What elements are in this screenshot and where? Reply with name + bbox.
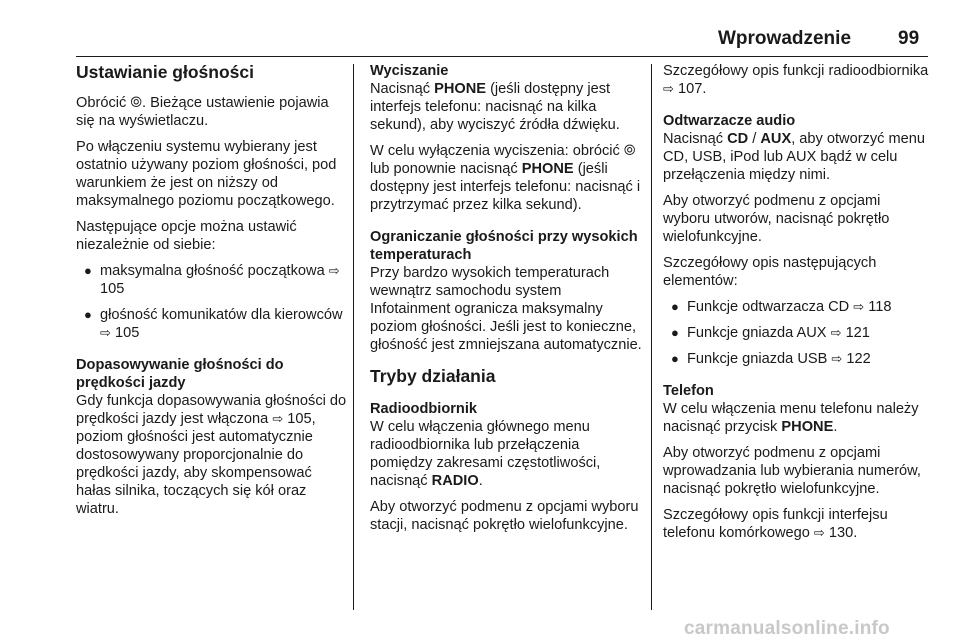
speed-volume-heading: Dopasowywanie głośności do prędkości jazdy (76, 357, 284, 391)
list-item: ● głośność komunikatów dla kierowców ⇨ 105 (84, 307, 343, 341)
phone-paragraph: W celu włączenia menu telefonu należy nacisnąć przycisk PHONE. (663, 401, 919, 435)
header-rule (76, 56, 928, 57)
volume-options-list (76, 262, 348, 342)
temperature-heading: Ograniczanie głośności przy wysokich temperaturach (370, 229, 638, 263)
radio-heading: Radioodbiornik (370, 401, 478, 417)
modes-heading: Tryby działania (370, 366, 496, 386)
volume-paragraph-2: Po włączeniu systemu wybierany jest ostatnio używany poziom głośności, pod warunkiem że jest on niższy od maksymalnego poziomu początkowego. (76, 139, 337, 209)
arrow-icon: ⇨ (853, 299, 865, 314)
speed-volume-paragraph: Gdy funkcja dopasowywania głośności do prędkości jazdy jest włączona ⇨ 105, poziom głośności jest automatycznie dostosowywany proporcjonalnie do prędkości jazdy, aby skompensować hałas silnika, toczących się kół oraz wiatru. (76, 393, 347, 517)
column-1 (76, 62, 348, 526)
cd-key-label: CD (727, 131, 749, 147)
watermark: carmanualsonline.info (684, 618, 890, 639)
section-title: Wprowadzenie (718, 28, 852, 49)
unmute-paragraph: W celu wyłączenia wyciszenia: obrócić ⦾ lub ponownie nacisnąć PHONE (jeśli dostępny jest interfejs telefonu: nacisnąć i przytrzymać przez kilka sekund). (370, 143, 641, 213)
temperature-paragraph: Przy bardzo wysokich temperaturach wewnątrz samochodu system Infotainment ogranicza maksymalny poziom głośności. Jeśli jest to konieczne, głośność jest zmniejszana automatycznie. (370, 265, 642, 353)
arrow-icon: ⇨ (328, 263, 340, 278)
page-reference[interactable]: 130 (828, 525, 854, 541)
phone-submenu-paragraph: Aby otworzyć podmenu z opcjami wprowadzania lub wybierania numerów, nacisnąć pokrętło wielofunkcyjne. (663, 445, 921, 497)
page-reference[interactable]: 122 (846, 351, 871, 367)
arrow-icon: ⇨ (831, 351, 843, 366)
volume-heading: Ustawianie głośności (76, 62, 254, 82)
mute-heading: Wyciszanie (370, 63, 449, 79)
bullet-icon: ● (671, 325, 679, 340)
bullet-icon: ● (84, 307, 92, 322)
volume-paragraph-3: Następujące opcje można ustawić niezależnie od siebie: (76, 219, 297, 253)
phone-key-label: PHONE (521, 161, 574, 177)
radio-reference-paragraph: Szczegółowy opis funkcji radioodbiornika ⇨ 107. (663, 63, 929, 97)
arrow-icon: ⇨ (813, 525, 825, 540)
audio-submenu-paragraph: Aby otworzyć podmenu z opcjami wyboru utworów, nacisnąć pokrętło wielofunkcyjne. (663, 193, 890, 245)
bullet-icon: ● (84, 263, 92, 278)
radio-submenu-paragraph: Aby otworzyć podmenu z opcjami wyboru stacji, nacisnąć pokrętło wielofunkcyjne. (370, 499, 639, 533)
column-2 (370, 62, 642, 542)
audio-functions-list (663, 298, 931, 368)
arrow-icon: ⇨ (272, 411, 284, 426)
arrow-icon: ⇨ (100, 325, 111, 340)
list-item: ● Funkcje gniazda AUX ⇨ 121 (671, 325, 870, 341)
audio-paragraph: Nacisnąć CD / AUX, aby otworzyć menu CD, USB, iPod lub AUX bądź w celu przełączenia między nimi. (663, 131, 926, 183)
page-header (0, 0, 960, 56)
audio-description-paragraph: Szczegółowy opis następujących elementów: (663, 255, 877, 289)
radio-paragraph: W celu włączenia głównego menu radioodbiornika lub przełączenia pomiędzy zakresami częstotliwości, nacisnąć RADIO. (370, 419, 601, 489)
phone-heading: Telefon (663, 383, 714, 399)
phone-reference-paragraph: Szczegółowy opis funkcji interfejsu telefonu komórkowego ⇨ 130. (663, 507, 888, 541)
column-divider-1 (353, 64, 354, 610)
page-reference[interactable]: 107 (677, 81, 703, 97)
bullet-icon: ● (671, 351, 679, 366)
phone-key-label: PHONE (781, 419, 834, 435)
page-number: 99 (898, 28, 920, 49)
phone-key-label: PHONE (434, 81, 486, 97)
mute-paragraph: Nacisnąć PHONE (jeśli dostępny jest interfejs telefonu: nacisnąć na kilka sekund), aby wyciszyć źródła dźwięku. (370, 81, 620, 133)
column-3 (663, 62, 931, 550)
list-item: ● Funkcje gniazda USB ⇨ 122 (671, 351, 871, 367)
volume-paragraph-1: Obrócić ⦾. Bieżące ustawienie pojawia się na wyświetlaczu. (76, 95, 329, 129)
page-reference[interactable]: 118 (868, 299, 892, 315)
audio-heading: Odtwarzacze audio (663, 113, 796, 129)
page-reference[interactable]: 105 (287, 411, 312, 427)
list-item: ● Funkcje odtwarzacza CD ⇨ 118 (671, 299, 892, 315)
arrow-icon: ⇨ (830, 325, 842, 340)
page-reference[interactable]: 105 (114, 325, 140, 341)
arrow-icon: ⇨ (663, 81, 674, 96)
page-reference[interactable]: 121 (845, 325, 870, 341)
radio-key-label: RADIO (431, 473, 479, 489)
column-divider-2 (651, 64, 652, 610)
aux-key-label: AUX (760, 131, 792, 147)
page-reference[interactable]: 105 (100, 281, 125, 297)
bullet-icon: ● (671, 299, 679, 314)
list-item: ● maksymalna głośność początkowa ⇨ 105 (84, 263, 340, 297)
